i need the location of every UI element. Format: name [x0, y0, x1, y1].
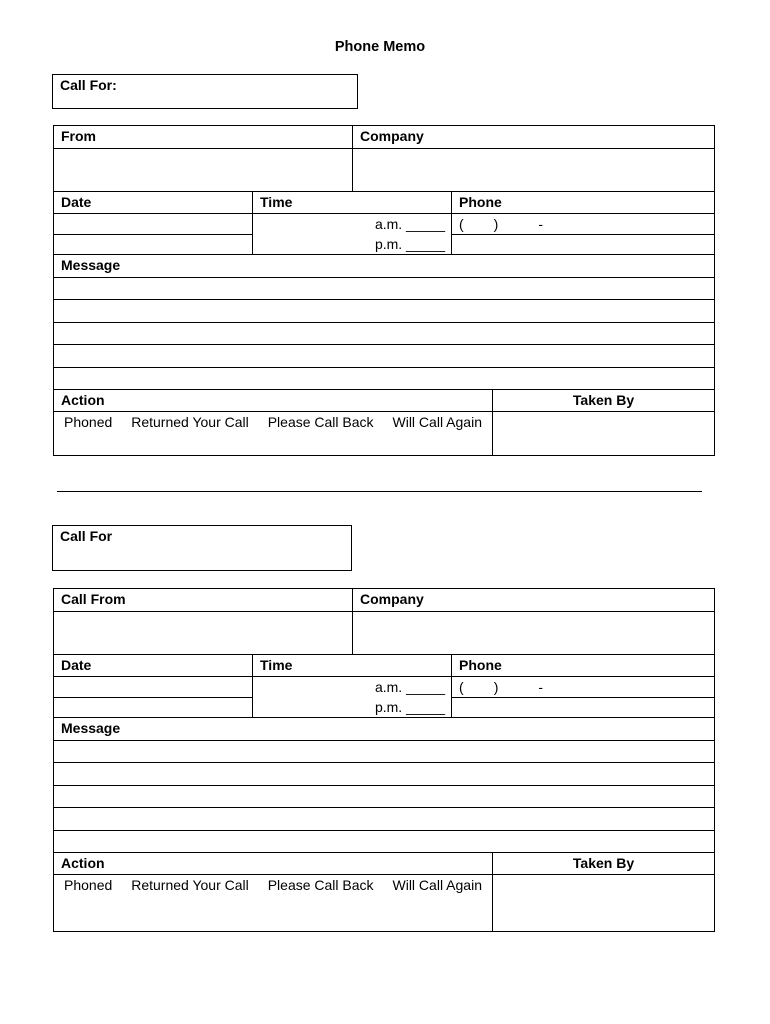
taken-by-field[interactable] — [493, 875, 715, 932]
date-field-2[interactable] — [54, 235, 253, 255]
message-line[interactable] — [54, 368, 715, 390]
cut-line-divider — [57, 491, 702, 492]
phone-field[interactable] — [452, 214, 715, 235]
am-option: a.m. _____ — [374, 679, 446, 695]
time-label: Time — [253, 655, 452, 677]
action-options — [54, 875, 493, 932]
time-field[interactable] — [253, 214, 452, 255]
date-field-2[interactable] — [54, 698, 253, 718]
message-line[interactable] — [54, 345, 715, 368]
from-label: Call From — [54, 589, 353, 612]
date-label: Date — [54, 192, 253, 214]
memo-form — [53, 125, 715, 456]
date-label: Date — [54, 655, 253, 677]
message-line[interactable] — [54, 300, 715, 323]
date-field[interactable] — [54, 214, 253, 235]
action-will-call-again[interactable]: Will Call Again — [392, 414, 482, 430]
pm-option: p.m. _____ — [374, 699, 446, 715]
phone-field[interactable] — [452, 677, 715, 698]
phone-paren-open: ( — [459, 216, 464, 232]
message-line[interactable] — [54, 278, 715, 300]
am-option: a.m. _____ — [374, 216, 445, 232]
time-label: Time — [253, 192, 452, 214]
pm-option: p.m. _____ — [374, 236, 445, 252]
message-line[interactable] — [54, 831, 715, 853]
phone-field-2[interactable] — [452, 235, 715, 255]
time-field[interactable] — [253, 677, 452, 718]
page-title: Phone Memo — [334, 39, 426, 55]
company-field[interactable] — [353, 612, 715, 655]
action-label: Action — [54, 853, 493, 875]
call-for-label: Call For: — [60, 77, 117, 93]
action-returned-call[interactable]: Returned Your Call — [131, 877, 249, 893]
action-options — [54, 412, 493, 456]
phone-paren-open: ( — [459, 679, 464, 695]
phone-paren-close: ) — [493, 216, 499, 232]
taken-by-field[interactable] — [493, 412, 715, 456]
phone-field-2[interactable] — [452, 698, 715, 718]
call-for-box[interactable] — [52, 74, 358, 109]
phone-dash: - — [538, 216, 544, 232]
company-label: Company — [353, 589, 715, 612]
from-field[interactable] — [54, 612, 353, 655]
memo-form — [53, 588, 715, 932]
action-please-call-back[interactable]: Please Call Back — [267, 414, 374, 430]
action-phoned[interactable]: Phoned — [64, 877, 113, 893]
from-label: From — [54, 126, 353, 149]
message-line[interactable] — [54, 808, 715, 831]
message-line[interactable] — [54, 323, 715, 345]
call-for-box[interactable] — [52, 525, 352, 571]
message-line[interactable] — [54, 763, 715, 786]
company-label: Company — [353, 126, 715, 149]
company-field[interactable] — [353, 149, 715, 192]
action-will-call-again[interactable]: Will Call Again — [392, 877, 482, 893]
phone-label: Phone — [452, 192, 715, 214]
taken-by-label: Taken By — [493, 853, 715, 875]
action-returned-call[interactable]: Returned Your Call — [131, 414, 249, 430]
phone-label: Phone — [452, 655, 715, 677]
message-label: Message — [54, 255, 715, 278]
message-line[interactable] — [54, 786, 715, 808]
phone-paren-close: ) — [493, 679, 499, 695]
action-label: Action — [54, 390, 493, 412]
taken-by-label: Taken By — [493, 390, 715, 412]
message-line[interactable] — [54, 741, 715, 763]
date-field[interactable] — [54, 677, 253, 698]
message-label: Message — [54, 718, 715, 741]
action-phoned[interactable]: Phoned — [64, 414, 113, 430]
action-please-call-back[interactable]: Please Call Back — [267, 877, 374, 893]
from-field[interactable] — [54, 149, 353, 192]
call-for-label: Call For — [60, 528, 113, 544]
phone-dash: - — [538, 679, 544, 695]
